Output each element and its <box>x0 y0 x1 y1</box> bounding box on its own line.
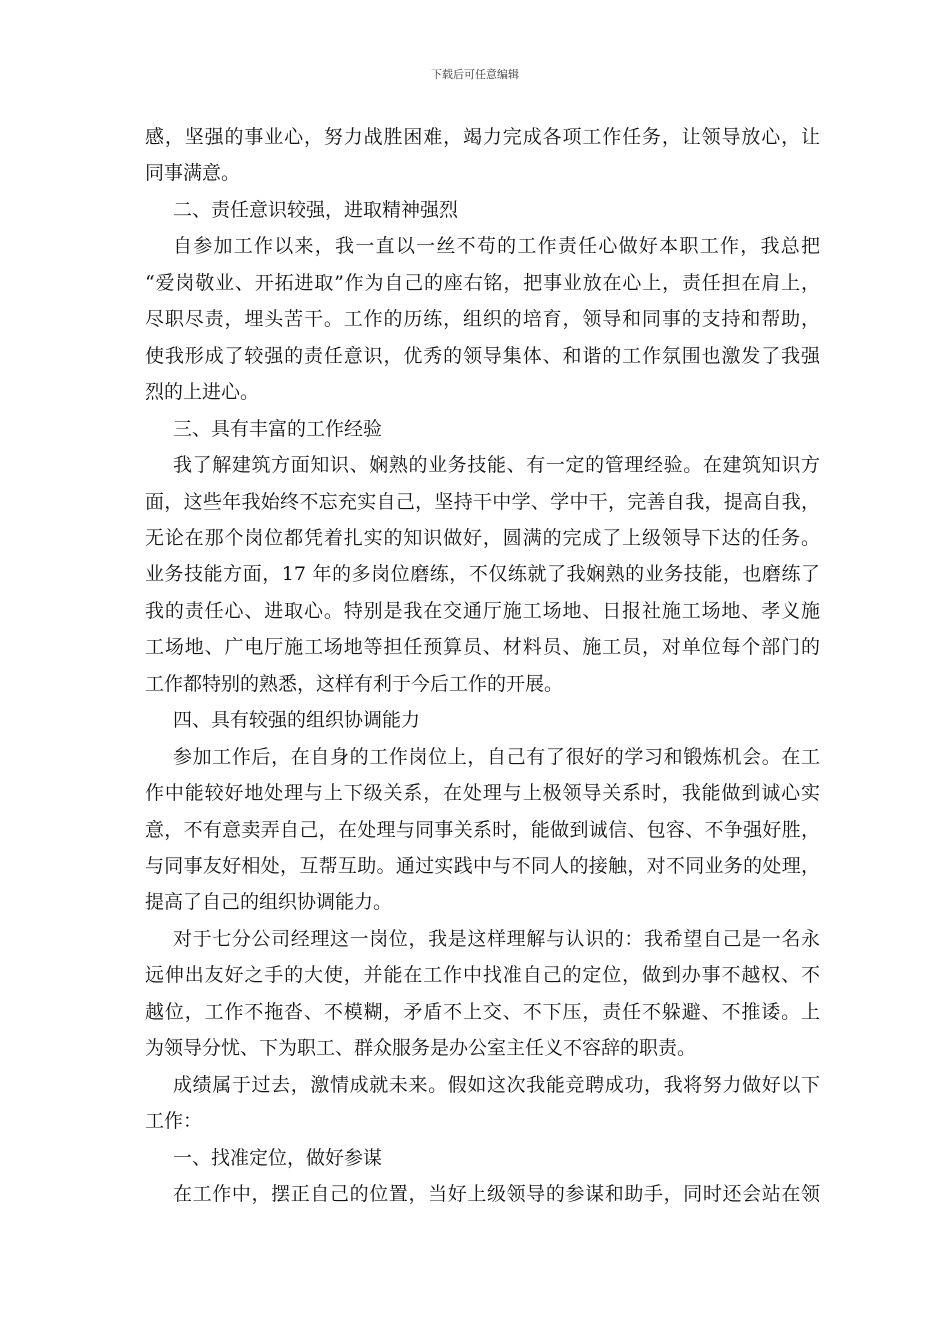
text-line: 成绩属于过去，激情成就未来。假如这次我能竞聘成功，我将努力做好以下 <box>173 1073 820 1096</box>
text-line: 三、具有丰富的工作经验 <box>173 417 383 440</box>
text-line: 面，这些年我始终不忘充实自己，坚持干中学、学中干，完善自我，提高自我， <box>145 490 820 513</box>
text-line: 使我形成了较强的责任意识，优秀的领导集体、和谐的工作氛围也激发了我强 <box>145 344 820 367</box>
text-line: 我了解建筑方面知识、娴熟的业务技能、有一定的管理经验。在建筑知识方 <box>173 454 820 477</box>
text-line: 作中能较好地处理与上下级关系，在处理与上极领导关系时，我能做到诚心实 <box>145 782 820 805</box>
text-line: 我的责任心、进取心。特别是我在交通厅施工场地、日报社施工场地、孝义施 <box>145 599 820 622</box>
text-line: 自参加工作以来，我一直以一丝不苟的工作责任心做好本职工作，我总把 <box>173 235 820 258</box>
text-line: 参加工作后，在自身的工作岗位上，自己有了很好的学习和锻炼机会。在工 <box>173 745 820 768</box>
text-line: 在工作中，摆正自己的位置，当好上级领导的参谋和助手，同时还会站在领 <box>173 1183 820 1206</box>
text-line: 提高了自己的组织协调能力。 <box>145 891 393 914</box>
text-line: 为领导分忧、下为职工、群众服务是办公室主任义不容辞的职责。 <box>145 1037 697 1060</box>
text-line: 四、具有较强的组织协调能力 <box>173 709 421 732</box>
text-line: 二、责任意识较强，进取精神强烈 <box>173 198 459 221</box>
text-line: 尽职尽责，埋头苦干。工作的历练，组织的培育，领导和同事的支持和帮助， <box>145 308 820 331</box>
text-line: 意，不有意卖弄自己，在处理与同事关系时，能做到诚信、包容、不争强好胜， <box>145 818 820 841</box>
text-line: 工场地、广电厅施工场地等担任预算员、材料员、施工员，对单位每个部门的 <box>145 636 820 659</box>
text-line: 工作： <box>145 1110 203 1133</box>
text-line: 感，坚强的事业心，努力战胜困难，竭力完成各项工作任务，让领导放心，让 <box>145 126 820 148</box>
text-line: 远伸出友好之手的大使，并能在工作中找准自己的定位，做到办事不越权、不 <box>145 964 820 987</box>
text-line: 一、找准定位，做好参谋 <box>173 1146 383 1169</box>
text-line: 越位，工作不拖沓、不模糊，矛盾不上交、不下压，责任不躲避、不推诿。上 <box>145 1000 820 1023</box>
page-header: 下载后可任意编辑 <box>431 68 519 81</box>
text-line: 与同事友好相处，互帮互助。通过实践中与不同人的接触，对不同业务的处理， <box>145 855 820 877</box>
text-line: 无论在那个岗位都凭着扎实的知识做好，圆满的完成了上级领导下达的任务。 <box>145 526 820 549</box>
text-line: 同事满意。 <box>145 162 241 185</box>
text-line: 烈的上进心。 <box>145 381 260 404</box>
text-line: 业务技能方面，17 年的多岗位磨练，不仅练就了我娴熟的业务技能，也磨练了 <box>145 563 820 586</box>
text-line: “爱岗敬业、开拓进取”作为自己的座右铭，把事业放在心上，责任担在肩上， <box>145 271 820 294</box>
text-line: 对于七分公司经理这一岗位，我是这样理解与认识的：我希望自己是一名永 <box>173 927 820 950</box>
text-line: 工作都特别的熟悉，这样有利于今后工作的开展。 <box>145 672 564 695</box>
